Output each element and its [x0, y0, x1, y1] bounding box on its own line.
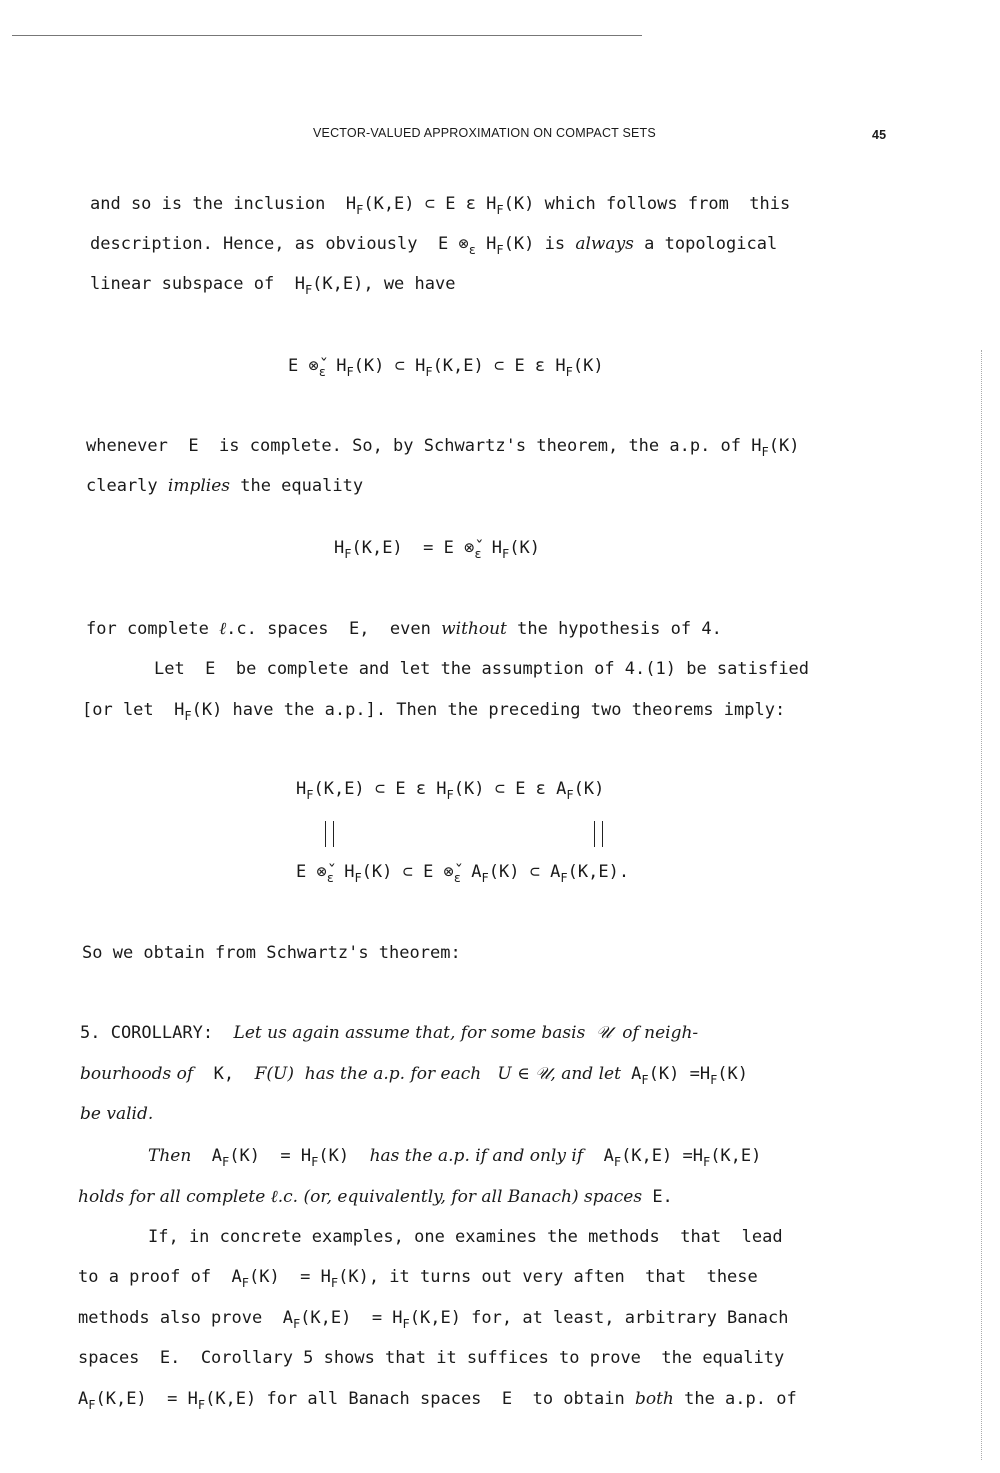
header-title: VECTOR-VALUED APPROXIMATION ON COMPACT SETS — [313, 126, 656, 140]
page-number: 45 — [872, 128, 887, 142]
text-line-5: clearly implies the equality — [86, 476, 364, 496]
text-line-16: to a proof of $A_F(K) = H_F(K)$, it turns out very aften that these — [78, 1267, 758, 1290]
display-equation-2: $H_F(K,E) = E$ $\otimeš_\varepsilon$ $H_F(K)$ — [334, 538, 540, 561]
text-line-7: Let E be complete and let the assumption of 4.(1) be satisfied — [154, 659, 810, 679]
corollary-heading: 5. COROLLARY: Let us again assume that, for some basis 𝒰 of neigh- — [80, 1023, 699, 1043]
vertical-equals-left — [325, 821, 334, 847]
text-line-2: description. Hence, as obviously E $\otimes_\varepsilon$ $H_F(K)$ is always a topological — [90, 234, 778, 257]
text-line-19: $A_F(K,E) = H_F(K,E)$ for all Banach spaces E to obtain both the a.p. of — [78, 1389, 797, 1412]
display-equation-3-top: $H_F(K,E)$ ⊂ E ε $H_F(K)$ ⊂ E ε $A_F(K)$ — [296, 779, 605, 802]
scan-artifact-line — [12, 35, 642, 36]
display-equation-3-bottom: E $\otimeš_\varepsilon$ $H_F(K)$ ⊂ E $\otimeš_\varepsilon$ $A_F(K)$ ⊂ $A_F(K,E)$. — [296, 862, 630, 885]
text-line-15: If, in concrete examples, one examines the methods that lead — [148, 1227, 783, 1247]
vertical-equals-right — [594, 821, 603, 847]
text-line-18: spaces E. Corollary 5 shows that it suffices to prove the equality — [78, 1348, 785, 1368]
display-equation-1: E $\otimeš_\varepsilon$ $H_F(K)$ ⊂ $H_F(K,E)$ ⊂ E ε $H_F(K)$ — [288, 356, 604, 379]
text-line-9: So we obtain from Schwartz's theorem: — [82, 943, 461, 963]
running-header — [0, 126, 1000, 146]
corollary-line-5: holds for all complete ℓ.c. (or, equivalently, for all Banach) spaces E. — [78, 1187, 673, 1207]
text-line-1: and so is the inclusion $H_F(K,E)$ ⊂ E ε $H_F(K)$ which follows from this — [90, 194, 791, 217]
text-line-6: for complete ℓ.c. spaces E, even without the hypothesis of 4. — [86, 619, 722, 639]
text-line-3: linear subspace of $H_F(K,E)$, we have — [90, 274, 456, 297]
text-line-4: whenever E is complete. So, by Schwartz's theorem, the a.p. of $H_F(K)$ — [86, 436, 800, 459]
corollary-line-3: be valid. — [80, 1104, 154, 1124]
text-line-17: methods also prove $A_F(K,E) = H_F(K,E)$ for, at least, arbitrary Banach — [78, 1308, 789, 1331]
text-line-8: [or let $H_F(K)$ have the a.p.]. Then the preceding two theorems imply: — [82, 700, 786, 723]
scan-edge-line — [981, 350, 982, 1460]
corollary-line-2: bourhoods of K, F(U) has the a.p. for each U ∈ 𝒰, and let $A_F(K) =H_F(K)$ — [80, 1064, 749, 1087]
corollary-line-4: Then $A_F(K) = H_F(K)$ has the a.p. if and only if $A_F(K,E) =H_F(K,E)$ — [148, 1146, 762, 1169]
